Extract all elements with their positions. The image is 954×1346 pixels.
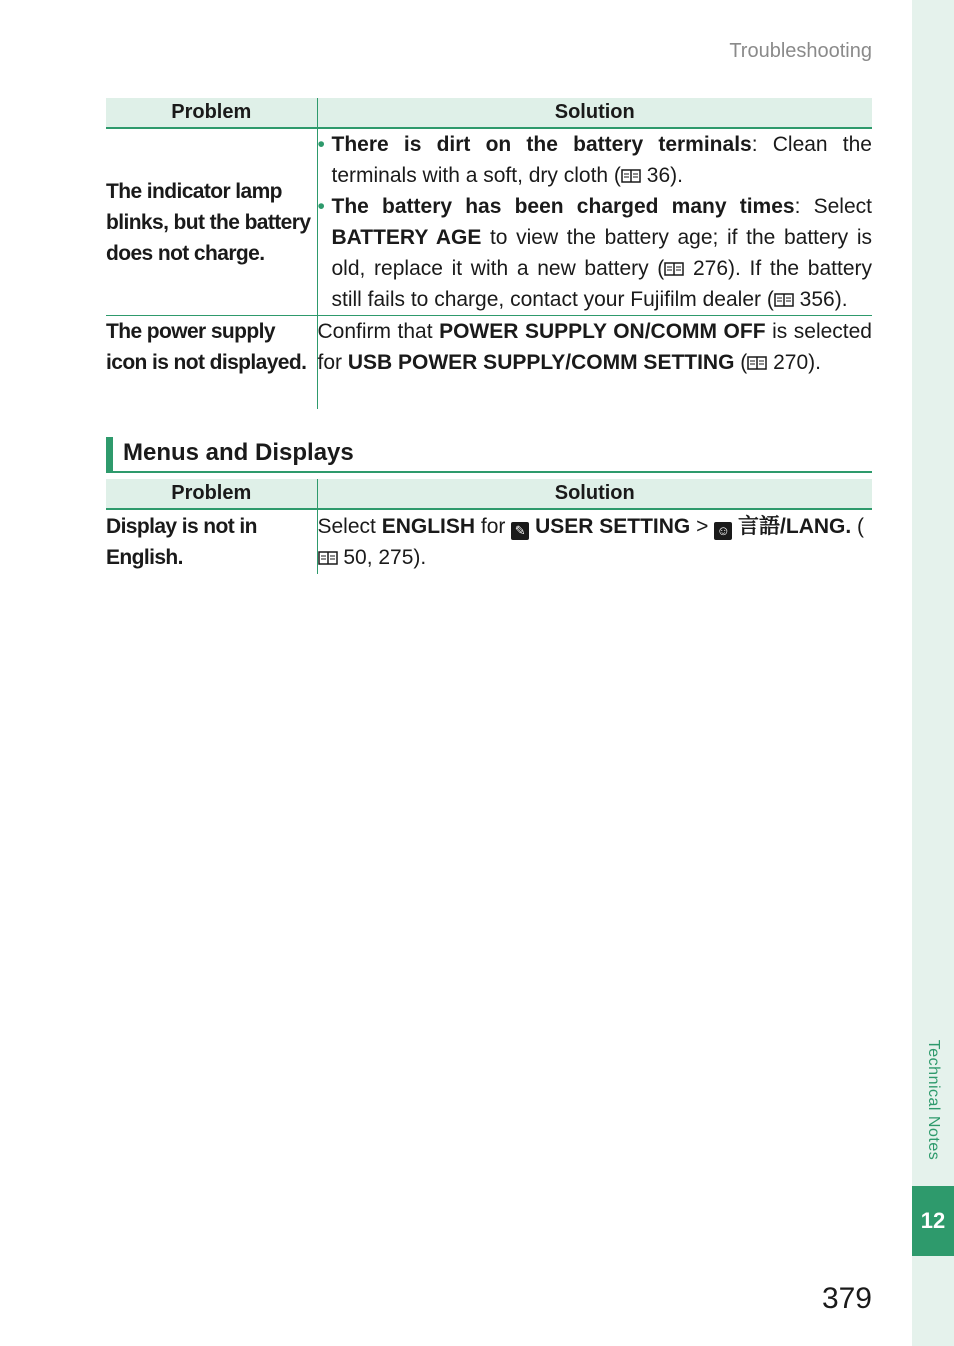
section-side-label: Technical Notes [925,1039,942,1161]
column-header-solution: Solution [317,479,872,509]
language-icon: ☺ [714,522,732,540]
table-row [106,128,872,316]
body-text: ( [851,515,865,538]
body-text: for [475,515,512,538]
problem-cell: The indicator lamp blinks, but the battery does not charge. [106,179,311,265]
body-text: Select [317,515,382,538]
body-text: : Select [794,195,872,218]
section-heading [106,437,872,473]
reference-text: 276). If the battery still fails to charge, contact your Fujifilm dealer ( [331,257,872,311]
book-reference-icon [664,261,684,277]
problem-cell: The power supply icon is not displayed. [106,316,317,410]
body-text: > [690,515,715,538]
body-text: ( [734,351,748,374]
problem-cell: Display is not in English. [106,515,257,569]
body-text: Confirm that [317,320,440,343]
reference-text: 36). [640,164,683,187]
emphasis-text: There is dirt on the battery terminals [331,133,752,156]
heading-accent-bar [106,437,113,471]
emphasis-text: The battery has been charged many times [331,195,795,218]
body-text: to view the battery age; if the battery is old, replace it with a new battery ( [331,226,872,280]
column-header-problem: Problem [106,98,317,128]
menu-item-name: 言語/LANG. [738,515,852,538]
section-title: Menus and Displays [123,439,354,466]
reference-text: 50, 275). [337,546,427,569]
solution-cell [317,128,872,316]
page-number: 379 [821,1282,872,1315]
column-header-problem: Problem [106,479,317,509]
column-header-solution: Solution [317,98,872,128]
book-reference-icon [318,550,338,566]
book-reference-icon [774,292,794,308]
wrench-setting-icon: ✎ [511,522,529,540]
menu-item-name: ENGLISH [381,515,476,538]
reference-text: 356). [793,288,848,311]
menu-item-name: USER SETTING [535,515,691,538]
menu-item-name: BATTERY AGE [331,226,482,249]
table-row [106,316,872,410]
reference-text: 270). [767,351,821,374]
list-item [318,191,873,315]
body-text: is selected for [317,320,872,374]
solution-cell [317,509,872,574]
body-text: : Clean the terminals with a soft, dry cloth ( [331,133,872,187]
chapter-tab: 12 [912,1186,954,1256]
list-item [318,129,873,191]
menu-item-name: POWER SUPPLY ON/COMM OFF [439,320,766,343]
book-reference-icon [747,355,767,371]
troubleshooting-table-displays [106,479,872,574]
menu-item-name: USB POWER SUPPLY/COMM SETTING [347,351,735,374]
book-reference-icon [621,168,641,184]
troubleshooting-table-power [106,98,872,409]
solution-cell [317,316,872,410]
table-row [106,509,872,574]
running-head: Troubleshooting [729,40,872,62]
